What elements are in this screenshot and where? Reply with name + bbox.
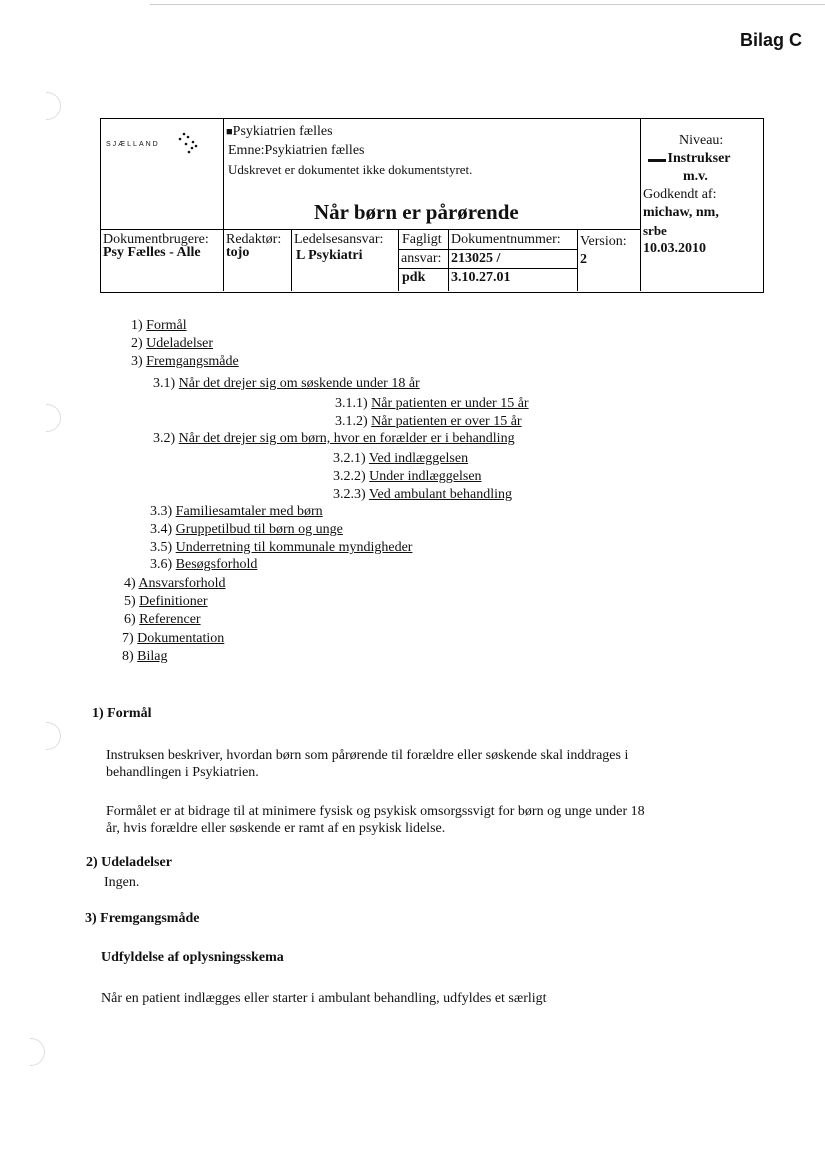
region-logo-icon — [176, 130, 200, 161]
niveau-label: Niveau: — [679, 133, 724, 148]
punch-hole-mark — [46, 404, 61, 432]
field-label-redaktor: Redaktør: — [226, 232, 282, 247]
toc-item[interactable]: 5) Definitioner — [124, 594, 208, 609]
org-line: ■Psykiatrien fælles — [226, 124, 333, 139]
section-heading-formal: 1) Formål — [92, 706, 152, 721]
field-value-fagligt: pdk — [402, 270, 426, 285]
toc-link[interactable]: Når det drejer sig om børn, hvor en forælder er i behandling — [178, 431, 515, 446]
field-divider — [448, 229, 449, 291]
header-divider — [101, 229, 640, 230]
bullet-icon: ■ — [226, 126, 233, 138]
toc-item[interactable]: 1) Formål — [131, 318, 187, 333]
body-paragraph: Ingen. — [104, 875, 140, 890]
scan-top-edge — [150, 4, 825, 5]
field-value-redaktor: tojo — [226, 245, 250, 260]
field-label-version: Version: — [580, 234, 627, 249]
toc-link[interactable]: Udeladelser — [146, 336, 214, 351]
toc-item[interactable]: 3.3) Familiesamtaler med børn — [150, 504, 323, 519]
toc-item[interactable]: 6) Referencer — [124, 612, 201, 627]
toc-item[interactable]: 8) Bilag — [122, 649, 168, 664]
punch-hole-mark — [46, 92, 61, 120]
field-value-dokumentbrugere: Psy Fælles - Alle — [103, 245, 201, 260]
body-paragraph: Instruksen beskriver, hvordan børn som pårørende til forældre eller søskende skal inddrages i — [106, 748, 629, 763]
toc-item[interactable]: 3.2.3) Ved ambulant behandling — [333, 487, 512, 502]
body-paragraph: år, hvis forældre eller søskende er ramt af en psykisk lidelse. — [106, 821, 446, 836]
field-label-fagligt: Fagligt — [402, 232, 442, 247]
toc-item[interactable]: 3.4) Gruppetilbud til børn og unge — [150, 522, 343, 537]
toc-link[interactable]: Gruppetilbud til børn og unge — [175, 522, 343, 537]
toc-item[interactable]: 3.5) Underretning til kommunale myndigheder — [150, 540, 413, 555]
toc-item[interactable]: 4) Ansvarsforhold — [124, 576, 226, 591]
printed-note: Udskrevet er dokumentet ikke dokumentstyret. — [228, 162, 473, 177]
logo-wordmark: SJÆLLAND — [106, 141, 160, 148]
toc-link[interactable]: Ansvarsforhold — [138, 576, 226, 591]
body-paragraph: Formålet er at bidrage til at minimere fysisk og psykisk omsorgssvigt for børn og unge under 18 — [106, 804, 645, 819]
toc-link[interactable]: Ved indlæggelsen — [368, 451, 469, 466]
toc-link[interactable]: Ved ambulant behandling — [368, 487, 512, 502]
body-paragraph: behandlingen i Psykiatrien. — [106, 765, 259, 780]
document-title: Når børn er pårørende — [314, 200, 519, 224]
field-divider — [223, 229, 224, 291]
section-heading-fremgangsmade: 3) Fremgangsmåde — [85, 911, 200, 926]
toc-link[interactable]: Når det drejer sig om søskende under 18 år — [178, 376, 420, 391]
toc-link[interactable]: Formål — [146, 318, 187, 333]
field-value-ledelsesansvar: L Psykiatri — [296, 248, 363, 263]
body-paragraph: Når en patient indlægges eller starter i ambulant behandling, udfyldes et særligt — [101, 991, 547, 1006]
toc-link[interactable]: Dokumentation — [137, 631, 225, 646]
toc-item[interactable]: 3.2.1) Ved indlæggelsen — [333, 451, 469, 466]
toc-link[interactable]: Fremgangsmåde — [146, 354, 239, 369]
punch-hole-mark — [30, 1038, 45, 1066]
toc-item[interactable]: 3.6) Besøgsforhold — [150, 557, 258, 572]
toc-link[interactable]: Når patienten er over 15 år — [371, 414, 522, 429]
toc-item[interactable]: 3.2.2) Under indlæggelsen — [333, 469, 482, 484]
field-label-dokumentbrugere: Dokumentbrugere: — [103, 232, 209, 247]
toc-item[interactable]: 3) Fremgangsmåde — [131, 354, 239, 369]
toc-item[interactable]: 3.2) Når det drejer sig om børn, hvor en forælder er i behandling — [153, 431, 515, 446]
niveau-value-2: m.v. — [683, 169, 708, 184]
field-value-dokumentnummer-2: 3.10.27.01 — [451, 270, 511, 285]
subsection-heading: Udfyldelse af oplysningsskema — [101, 950, 284, 965]
header-divider — [640, 119, 641, 291]
bilag-label: Bilag C — [740, 30, 803, 50]
toc-link[interactable]: Underretning til kommunale myndigheder — [175, 540, 413, 555]
toc-item[interactable]: 2) Udeladelser — [131, 336, 214, 351]
section-heading-udeladelser: 2) Udeladelser — [86, 855, 172, 870]
toc-link[interactable]: Når patienten er under 15 år — [371, 396, 529, 411]
field-value-version: 2 — [580, 252, 587, 267]
toc-item[interactable]: 3.1.2) Når patienten er over 15 år — [335, 414, 522, 429]
field-label-fagligt-2: ansvar: — [401, 251, 442, 266]
toc-link[interactable]: Definitioner — [139, 594, 208, 609]
field-value-dokumentnummer: 213025 / — [451, 251, 501, 266]
godkendt-label: Godkendt af: — [643, 187, 717, 202]
godkendt-value: michaw, nm, — [643, 205, 719, 220]
niveau-value: ▬▬ Instrukser — [648, 151, 731, 166]
toc-link[interactable]: Besøgsforhold — [175, 557, 258, 572]
toc-link[interactable]: Familiesamtaler med børn — [175, 504, 323, 519]
field-label-ledelsesansvar: Ledelsesansvar: — [294, 232, 384, 247]
field-divider — [398, 229, 399, 291]
toc-link[interactable]: Referencer — [139, 612, 201, 627]
toc-item[interactable]: 3.1) Når det drejer sig om søskende under 18 år — [153, 376, 420, 391]
redaction-mark-icon: ▬▬ — [648, 154, 664, 165]
field-divider — [577, 229, 578, 291]
header-divider — [223, 119, 224, 229]
field-divider — [291, 229, 292, 291]
approval-date: 10.03.2010 — [643, 241, 706, 256]
subject-line: Emne:Psykiatrien fælles — [228, 143, 365, 158]
toc-item[interactable]: 3.1.1) Når patienten er under 15 år — [335, 396, 529, 411]
toc-item[interactable]: 7) Dokumentation — [122, 631, 225, 646]
punch-hole-mark — [46, 722, 61, 750]
field-label-dokumentnummer: Dokumentnummer: — [451, 232, 561, 247]
toc-link[interactable]: Under indlæggelsen — [369, 469, 482, 484]
toc-link[interactable]: Bilag — [137, 649, 168, 664]
godkendt-value-2: srbe — [643, 223, 667, 238]
